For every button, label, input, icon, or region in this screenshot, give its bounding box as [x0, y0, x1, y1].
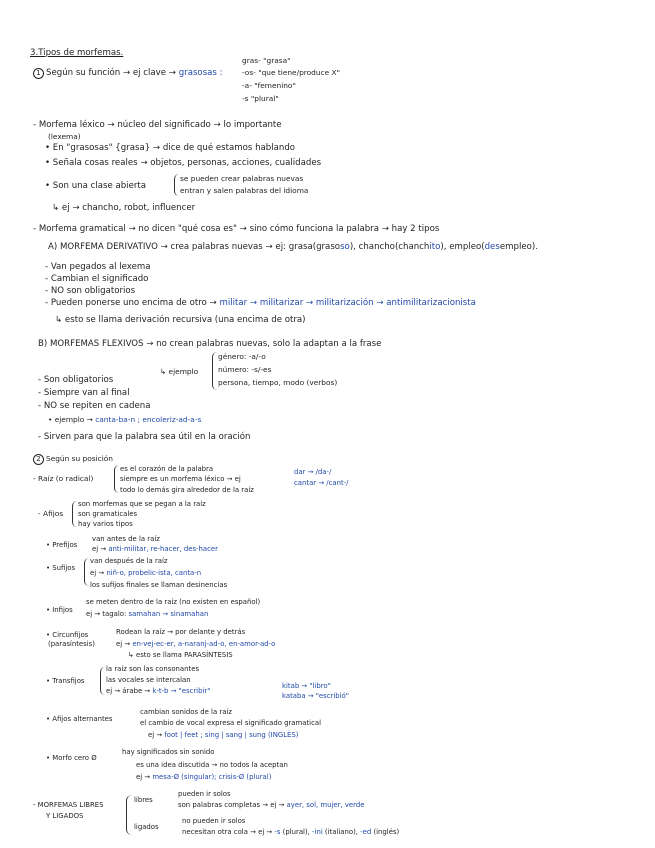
derivative-heading: A) MORFEMA DERIVATIVO → crea palabras nuevas → ej: grasa(grasoso), chancho(chanchito), empleo(desempleo).	[48, 242, 538, 252]
note-line: - Sirven para que la palabra sea útil en la oración	[38, 432, 251, 442]
brace	[84, 558, 89, 586]
morpheme-part: gras- "grasa"	[242, 56, 291, 65]
note-line: • Circunfijos	[46, 631, 89, 639]
note-line: - Morfema léxico → núcleo del significado → lo importante	[33, 120, 282, 130]
note-line: - Van pegados al lexema	[45, 262, 151, 272]
note-line: - NO son obligatorios	[45, 286, 136, 296]
page-title: 3.Tipos de morfemas.	[30, 48, 124, 58]
note-line: es una idea discutida → no todos la aceptan	[136, 761, 288, 769]
note-line: número: -s/-es	[218, 365, 272, 374]
note-line: ej → niñ-o, probelic-ista, canta-n	[90, 569, 202, 577]
note-line: • Infijos	[46, 606, 73, 614]
note-line: • Sufijos	[46, 564, 76, 572]
note-line: • Prefijos	[46, 541, 78, 549]
brace	[212, 352, 217, 390]
morpheme-part: -a- "femenino"	[242, 81, 296, 90]
note-line: - Raíz (o radical)	[33, 474, 94, 483]
note-line: cantar → /cant-/	[294, 479, 349, 487]
flexive-heading: B) MORFEMAS FLEXIVOS → no crean palabras nuevas, solo la adaptan a la frase	[38, 339, 382, 349]
morpheme-part: -os- "que tiene/produce X"	[242, 68, 340, 77]
note-line: siempre es un morfema léxico → ej	[120, 475, 241, 483]
note-line: van después de la raíz	[90, 557, 168, 565]
note-line: kataba → "escribió"	[282, 692, 349, 700]
brace	[174, 174, 179, 196]
brace	[114, 465, 119, 493]
note-line: género: -a/-o	[218, 352, 266, 361]
brace	[72, 501, 77, 527]
note-line: ej → árabe → k-t-b → "escribir"	[106, 687, 211, 695]
note-line: es el corazón de la palabra	[120, 465, 214, 473]
note-line: todo lo demás gira alrededor de la raíz	[120, 486, 254, 494]
note-line: ej → mesa-Ø (singular); crisis-Ø (plural)	[136, 773, 272, 781]
note-line: dar → /da-/	[294, 468, 332, 476]
note-line: kitab → "libro"	[282, 682, 331, 690]
section-1-heading: 1 Según su función → ej clave → grasosas :	[33, 68, 223, 79]
note-line: - Cambian el significado	[45, 274, 149, 284]
note-line: persona, tiempo, modo (verbos)	[218, 378, 338, 387]
circle-number: 1	[33, 68, 44, 79]
note-line: - Afijos	[38, 509, 64, 518]
note-line: • ejemplo → canta-ba-n ; encoleriz-ad-a-s	[48, 415, 202, 424]
note-line: • Señala cosas reales → objetos, personas, acciones, cualidades	[45, 158, 322, 168]
note-line: ↳ ejemplo	[160, 367, 199, 376]
note-line: ↳ esto se llama PARASÍNTESIS	[128, 651, 233, 659]
note-line: - Morfema gramatical → no dicen "qué cosa es" → sino cómo funciona la palabra → hay 2 tipos	[33, 224, 440, 234]
section-2-heading: 2 Según su posición	[33, 454, 113, 465]
note-line: libres	[134, 796, 153, 804]
note-line: ej → en-vej-ec-er, a-naranj-ad-o, en-amor-ad-o	[116, 640, 276, 648]
note-line: los sufijos finales se llaman desinencias	[90, 581, 228, 589]
note-line: • Afijos alternantes	[46, 715, 113, 723]
note-line: (parasíntesis)	[48, 640, 95, 648]
note-line: la raíz son las consonantes	[106, 665, 200, 673]
note-line: ligados	[134, 823, 159, 831]
note-line: ej → foot | feet ; sing | sang | sung (INGLÉS)	[148, 731, 299, 739]
note-line: ej → tagalo: samahan → sinamahan	[86, 610, 209, 618]
note-line: - Son obligatorios	[38, 375, 114, 385]
note-line: son gramaticales	[78, 510, 138, 518]
note-line: necesitan otra cola → ej → -s (plural), -ini (italiano), -ed (inglés)	[182, 828, 400, 836]
note-line: - Siempre van al final	[38, 388, 130, 398]
example-word: grasosas :	[178, 68, 223, 78]
note-line: • En "grasosas" {grasa} → dice de qué estamos hablando	[45, 143, 296, 153]
note-line: ↳ esto se llama derivación recursiva (una encima de otra)	[55, 315, 306, 325]
circle-number: 2	[33, 454, 44, 465]
note-line: se pueden crear palabras nuevas	[180, 174, 304, 183]
note-line: son morfemas que se pegan a la raíz	[78, 500, 206, 508]
note-line: entran y salen palabras del idioma	[180, 186, 309, 195]
note-line: Rodean la raíz → por delante y detrás	[116, 628, 246, 636]
note-line: son palabras completas → ej → ayer, sol, mujer, verde	[178, 801, 365, 809]
note-line: cambian sonidos de la raíz	[140, 708, 232, 716]
note-line: - NO se repiten en cadena	[38, 401, 151, 411]
note-line: hay varios tipos	[78, 520, 133, 528]
brace	[100, 667, 105, 695]
note-line: van antes de la raíz	[92, 535, 160, 543]
note-line: Y LIGADOS	[46, 812, 84, 820]
note-line: hay significados sin sonido	[122, 748, 215, 756]
brace	[126, 795, 132, 835]
note-line: ↳ ej → chancho, robot, influencer	[52, 203, 196, 213]
note-line: el cambio de vocal expresa el significado gramatical	[140, 719, 322, 727]
note-line: • Son una clase abierta	[45, 181, 147, 191]
note-line: pueden ir solos	[178, 790, 231, 798]
note-line: las vocales se intercalan	[106, 676, 191, 684]
note-line: • Transfijos	[46, 677, 85, 685]
note-line: • Morfo cero Ø	[46, 754, 97, 762]
note-line: - Pueden ponerse uno encima de otro → militar → militarizar → militarización → antimilitarizacionista	[45, 298, 476, 308]
note-line: no pueden ir solos	[182, 817, 246, 825]
note-line: ej → anti-militar, re-hacer, des-hacer	[92, 545, 218, 553]
note-line: (lexema)	[48, 132, 81, 141]
note-line: - MORFEMAS LIBRES	[33, 801, 104, 809]
note-line: se meten dentro de la raíz (no existen en español)	[86, 598, 261, 606]
morpheme-part: -s "plural"	[242, 94, 279, 103]
